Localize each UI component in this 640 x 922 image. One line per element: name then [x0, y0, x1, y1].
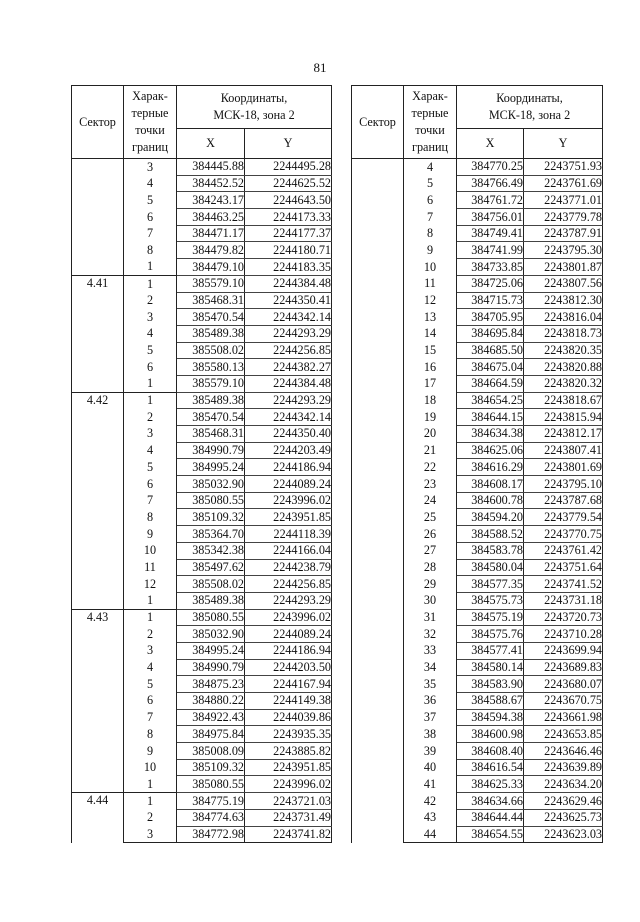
header-sector: Сектор [72, 86, 124, 159]
y-coordinate-cell: 2243812.30 [524, 292, 603, 309]
point-number-cell: 8 [124, 509, 177, 526]
x-coordinate-cell: 384577.41 [457, 642, 524, 659]
x-coordinate-cell: 384580.14 [457, 659, 524, 676]
point-number-cell: 32 [404, 626, 457, 643]
sector-cell: 4.43 [72, 609, 124, 793]
header-x: X [177, 129, 245, 159]
point-number-cell: 42 [404, 793, 457, 810]
x-coordinate-cell: 384580.04 [457, 559, 524, 576]
x-coordinate-cell: 384600.78 [457, 492, 524, 509]
x-coordinate-cell: 385080.55 [177, 776, 245, 793]
y-coordinate-cell: 2243639.89 [524, 759, 603, 776]
point-number-cell: 1 [124, 609, 177, 626]
point-number-cell: 9 [404, 242, 457, 259]
point-number-cell: 14 [404, 325, 457, 342]
header-sector: Сектор [352, 86, 404, 159]
point-number-cell: 6 [124, 693, 177, 710]
x-coordinate-cell: 385497.62 [177, 559, 245, 576]
x-coordinate-cell: 384577.35 [457, 576, 524, 593]
sector-cell: 4.41 [72, 275, 124, 392]
x-coordinate-cell: 384616.29 [457, 459, 524, 476]
x-coordinate-cell: 384705.95 [457, 309, 524, 326]
y-coordinate-cell: 2243653.85 [524, 726, 603, 743]
header-coordinates: Координаты, МСК-18, зона 2 [457, 86, 603, 129]
y-coordinate-cell: 2243807.56 [524, 275, 603, 292]
x-coordinate-cell: 385489.38 [177, 325, 245, 342]
x-coordinate-cell: 385109.32 [177, 759, 245, 776]
point-number-cell: 1 [124, 375, 177, 392]
point-number-cell: 29 [404, 576, 457, 593]
point-number-cell: 4 [124, 659, 177, 676]
x-coordinate-cell: 384654.55 [457, 826, 524, 843]
y-coordinate-cell: 2244384.48 [245, 375, 332, 392]
point-number-cell: 34 [404, 659, 457, 676]
y-coordinate-cell: 2243787.91 [524, 225, 603, 242]
table-row [72, 793, 332, 810]
x-coordinate-cell: 385489.38 [177, 392, 245, 409]
y-coordinate-cell: 2243670.75 [524, 693, 603, 710]
x-coordinate-cell: 384608.40 [457, 743, 524, 760]
x-coordinate-cell: 384685.50 [457, 342, 524, 359]
y-coordinate-cell: 2244186.94 [245, 459, 332, 476]
point-number-cell: 8 [404, 225, 457, 242]
point-number-cell: 3 [124, 826, 177, 843]
table-row [72, 275, 332, 292]
point-number-cell: 24 [404, 492, 457, 509]
x-coordinate-cell: 384625.06 [457, 442, 524, 459]
y-coordinate-cell: 2243996.02 [245, 492, 332, 509]
y-coordinate-cell: 2243951.85 [245, 759, 332, 776]
y-coordinate-cell: 2243818.67 [524, 392, 603, 409]
x-coordinate-cell: 385080.55 [177, 609, 245, 626]
x-coordinate-cell: 384880.22 [177, 693, 245, 710]
y-coordinate-cell: 2243935.35 [245, 726, 332, 743]
x-coordinate-cell: 384479.82 [177, 242, 245, 259]
x-coordinate-cell: 384575.19 [457, 609, 524, 626]
point-number-cell: 43 [404, 809, 457, 826]
point-number-cell: 36 [404, 693, 457, 710]
page-number: 81 [313, 60, 327, 75]
x-coordinate-cell: 384733.85 [457, 259, 524, 276]
table-body-right [352, 159, 603, 843]
x-coordinate-cell: 385489.38 [177, 592, 245, 609]
x-coordinate-cell: 384644.44 [457, 809, 524, 826]
x-coordinate-cell: 384741.99 [457, 242, 524, 259]
y-coordinate-cell: 2243770.75 [524, 526, 603, 543]
y-coordinate-cell: 2244256.85 [245, 342, 332, 359]
point-number-cell: 9 [124, 526, 177, 543]
point-number-cell: 2 [124, 409, 177, 426]
point-number-cell: 1 [124, 592, 177, 609]
x-coordinate-cell: 384594.38 [457, 709, 524, 726]
point-number-cell: 3 [124, 426, 177, 443]
table-row [72, 159, 332, 176]
point-number-cell: 11 [404, 275, 457, 292]
y-coordinate-cell: 2244203.49 [245, 442, 332, 459]
x-coordinate-cell: 384625.33 [457, 776, 524, 793]
y-coordinate-cell: 2243751.64 [524, 559, 603, 576]
x-coordinate-cell: 384588.52 [457, 526, 524, 543]
y-coordinate-cell: 2244350.40 [245, 426, 332, 443]
y-coordinate-cell: 2243625.73 [524, 809, 603, 826]
point-number-cell: 21 [404, 442, 457, 459]
table-row [72, 392, 332, 409]
point-number-cell: 1 [124, 392, 177, 409]
point-number-cell: 25 [404, 509, 457, 526]
x-coordinate-cell: 384990.79 [177, 659, 245, 676]
y-coordinate-cell: 2244625.52 [245, 175, 332, 192]
point-number-cell: 4 [124, 442, 177, 459]
point-number-cell: 8 [124, 726, 177, 743]
point-number-cell: 6 [124, 359, 177, 376]
point-number-cell: 12 [124, 576, 177, 593]
point-number-cell: 5 [124, 342, 177, 359]
point-number-cell: 10 [124, 542, 177, 559]
point-number-cell: 6 [404, 192, 457, 209]
header-y: Y [245, 129, 332, 159]
y-coordinate-cell: 2244118.39 [245, 526, 332, 543]
y-coordinate-cell: 2244186.94 [245, 642, 332, 659]
y-coordinate-cell: 2243795.30 [524, 242, 603, 259]
point-number-cell: 3 [124, 642, 177, 659]
x-coordinate-cell: 384995.24 [177, 459, 245, 476]
point-number-cell: 7 [404, 209, 457, 226]
y-coordinate-cell: 2243996.02 [245, 776, 332, 793]
sector-cell [352, 159, 404, 843]
y-coordinate-cell: 2244293.29 [245, 592, 332, 609]
table-row [352, 159, 603, 176]
y-coordinate-cell: 2244089.24 [245, 626, 332, 643]
point-number-cell: 4 [124, 325, 177, 342]
point-number-cell: 11 [124, 559, 177, 576]
header-x: X [457, 129, 524, 159]
y-coordinate-cell: 2243710.28 [524, 626, 603, 643]
point-number-cell: 30 [404, 592, 457, 609]
y-coordinate-cell: 2243720.73 [524, 609, 603, 626]
point-number-cell: 27 [404, 542, 457, 559]
point-number-cell: 35 [404, 676, 457, 693]
x-coordinate-cell: 384990.79 [177, 442, 245, 459]
x-coordinate-cell: 384654.25 [457, 392, 524, 409]
point-number-cell: 6 [124, 209, 177, 226]
y-coordinate-cell: 2243689.83 [524, 659, 603, 676]
x-coordinate-cell: 384583.78 [457, 542, 524, 559]
point-number-cell: 9 [124, 743, 177, 760]
x-coordinate-cell: 384774.63 [177, 809, 245, 826]
point-number-cell: 5 [124, 459, 177, 476]
x-coordinate-cell: 384445.88 [177, 159, 245, 176]
y-coordinate-cell: 2243634.20 [524, 776, 603, 793]
point-number-cell: 17 [404, 375, 457, 392]
y-coordinate-cell: 2243996.02 [245, 609, 332, 626]
y-coordinate-cell: 2243629.46 [524, 793, 603, 810]
y-coordinate-cell: 2244203.50 [245, 659, 332, 676]
table-row [72, 609, 332, 626]
x-coordinate-cell: 384664.59 [457, 375, 524, 392]
point-number-cell: 39 [404, 743, 457, 760]
y-coordinate-cell: 2243761.69 [524, 175, 603, 192]
y-coordinate-cell: 2243646.46 [524, 743, 603, 760]
x-coordinate-cell: 384594.20 [457, 509, 524, 526]
y-coordinate-cell: 2243771.01 [524, 192, 603, 209]
y-coordinate-cell: 2243741.82 [245, 826, 332, 843]
y-coordinate-cell: 2243721.03 [245, 793, 332, 810]
y-coordinate-cell: 2244166.04 [245, 542, 332, 559]
y-coordinate-cell: 2244382.27 [245, 359, 332, 376]
y-coordinate-cell: 2243731.18 [524, 592, 603, 609]
point-number-cell: 38 [404, 726, 457, 743]
point-number-cell: 4 [404, 159, 457, 176]
x-coordinate-cell: 384616.54 [457, 759, 524, 776]
x-coordinate-cell: 385468.31 [177, 426, 245, 443]
point-number-cell: 5 [404, 175, 457, 192]
point-number-cell: 2 [124, 809, 177, 826]
x-coordinate-cell: 384770.25 [457, 159, 524, 176]
x-coordinate-cell: 385342.38 [177, 542, 245, 559]
point-number-cell: 26 [404, 526, 457, 543]
y-coordinate-cell: 2244183.35 [245, 259, 332, 276]
y-coordinate-cell: 2243741.52 [524, 576, 603, 593]
point-number-cell: 4 [124, 175, 177, 192]
x-coordinate-cell: 384766.49 [457, 175, 524, 192]
point-number-cell: 3 [124, 309, 177, 326]
x-coordinate-cell: 384588.67 [457, 693, 524, 710]
point-number-cell: 40 [404, 759, 457, 776]
x-coordinate-cell: 385080.55 [177, 492, 245, 509]
point-number-cell: 1 [124, 275, 177, 292]
point-number-cell: 5 [124, 192, 177, 209]
y-coordinate-cell: 2244342.14 [245, 309, 332, 326]
y-coordinate-cell: 2243801.87 [524, 259, 603, 276]
y-coordinate-cell: 2244293.29 [245, 392, 332, 409]
sector-cell: 4.42 [72, 392, 124, 609]
point-number-cell: 31 [404, 609, 457, 626]
x-coordinate-cell: 384715.73 [457, 292, 524, 309]
point-number-cell: 7 [124, 709, 177, 726]
x-coordinate-cell: 384875.23 [177, 676, 245, 693]
x-coordinate-cell: 385032.90 [177, 626, 245, 643]
point-number-cell: 28 [404, 559, 457, 576]
x-coordinate-cell: 384583.90 [457, 676, 524, 693]
x-coordinate-cell: 385580.13 [177, 359, 245, 376]
y-coordinate-cell: 2243787.68 [524, 492, 603, 509]
x-coordinate-cell: 384600.98 [457, 726, 524, 743]
header-coordinates: Координаты, МСК-18, зона 2 [177, 86, 332, 129]
coordinates-table-left [71, 85, 332, 843]
y-coordinate-cell: 2243801.69 [524, 459, 603, 476]
x-coordinate-cell: 384575.76 [457, 626, 524, 643]
point-number-cell: 15 [404, 342, 457, 359]
header-boundary-points: Харак- терные точки границ [124, 86, 177, 159]
y-coordinate-cell: 2244149.38 [245, 693, 332, 710]
point-number-cell: 7 [124, 225, 177, 242]
y-coordinate-cell: 2243731.49 [245, 809, 332, 826]
y-coordinate-cell: 2243779.78 [524, 209, 603, 226]
point-number-cell: 22 [404, 459, 457, 476]
y-coordinate-cell: 2243795.10 [524, 476, 603, 493]
point-number-cell: 2 [124, 292, 177, 309]
y-coordinate-cell: 2244384.48 [245, 275, 332, 292]
y-coordinate-cell: 2243816.04 [524, 309, 603, 326]
sector-cell: 4.44 [72, 793, 124, 843]
y-coordinate-cell: 2243661.98 [524, 709, 603, 726]
y-coordinate-cell: 2243815.94 [524, 409, 603, 426]
x-coordinate-cell: 384608.17 [457, 476, 524, 493]
point-number-cell: 1 [124, 793, 177, 810]
point-number-cell: 20 [404, 426, 457, 443]
x-coordinate-cell: 385468.31 [177, 292, 245, 309]
header-y: Y [524, 129, 603, 159]
x-coordinate-cell: 384471.17 [177, 225, 245, 242]
point-number-cell: 5 [124, 676, 177, 693]
x-coordinate-cell: 384922.43 [177, 709, 245, 726]
x-coordinate-cell: 384675.04 [457, 359, 524, 376]
x-coordinate-cell: 385109.32 [177, 509, 245, 526]
point-number-cell: 10 [124, 759, 177, 776]
x-coordinate-cell: 384756.01 [457, 209, 524, 226]
x-coordinate-cell: 385470.54 [177, 309, 245, 326]
y-coordinate-cell: 2243812.17 [524, 426, 603, 443]
y-coordinate-cell: 2244177.37 [245, 225, 332, 242]
y-coordinate-cell: 2243699.94 [524, 642, 603, 659]
y-coordinate-cell: 2244180.71 [245, 242, 332, 259]
y-coordinate-cell: 2243885.82 [245, 743, 332, 760]
point-number-cell: 1 [124, 259, 177, 276]
x-coordinate-cell: 385032.90 [177, 476, 245, 493]
y-coordinate-cell: 2244350.41 [245, 292, 332, 309]
point-number-cell: 19 [404, 409, 457, 426]
x-coordinate-cell: 384975.84 [177, 726, 245, 743]
y-coordinate-cell: 2243623.03 [524, 826, 603, 843]
point-number-cell: 33 [404, 642, 457, 659]
point-number-cell: 37 [404, 709, 457, 726]
x-coordinate-cell: 384695.84 [457, 325, 524, 342]
x-coordinate-cell: 384575.73 [457, 592, 524, 609]
point-number-cell: 41 [404, 776, 457, 793]
y-coordinate-cell: 2243820.88 [524, 359, 603, 376]
x-coordinate-cell: 384772.98 [177, 826, 245, 843]
point-number-cell: 2 [124, 626, 177, 643]
x-coordinate-cell: 385470.54 [177, 409, 245, 426]
sector-cell [72, 159, 124, 276]
point-number-cell: 3 [124, 159, 177, 176]
y-coordinate-cell: 2244293.29 [245, 325, 332, 342]
point-number-cell: 10 [404, 259, 457, 276]
y-coordinate-cell: 2244039.86 [245, 709, 332, 726]
x-coordinate-cell: 384634.66 [457, 793, 524, 810]
y-coordinate-cell: 2243779.54 [524, 509, 603, 526]
y-coordinate-cell: 2243818.73 [524, 325, 603, 342]
x-coordinate-cell: 385508.02 [177, 342, 245, 359]
point-number-cell: 7 [124, 492, 177, 509]
x-coordinate-cell: 385364.70 [177, 526, 245, 543]
x-coordinate-cell: 385008.09 [177, 743, 245, 760]
y-coordinate-cell: 2243751.93 [524, 159, 603, 176]
table-body-left [72, 159, 332, 843]
x-coordinate-cell: 384479.10 [177, 259, 245, 276]
y-coordinate-cell: 2244495.28 [245, 159, 332, 176]
x-coordinate-cell: 384749.41 [457, 225, 524, 242]
point-number-cell: 18 [404, 392, 457, 409]
y-coordinate-cell: 2244643.50 [245, 192, 332, 209]
point-number-cell: 6 [124, 476, 177, 493]
y-coordinate-cell: 2243761.42 [524, 542, 603, 559]
x-coordinate-cell: 384775.19 [177, 793, 245, 810]
coordinates-table-right [351, 85, 603, 843]
y-coordinate-cell: 2243680.07 [524, 676, 603, 693]
y-coordinate-cell: 2243820.32 [524, 375, 603, 392]
x-coordinate-cell: 384243.17 [177, 192, 245, 209]
y-coordinate-cell: 2243951.85 [245, 509, 332, 526]
y-coordinate-cell: 2244167.94 [245, 676, 332, 693]
x-coordinate-cell: 384761.72 [457, 192, 524, 209]
point-number-cell: 1 [124, 776, 177, 793]
y-coordinate-cell: 2244256.85 [245, 576, 332, 593]
y-coordinate-cell: 2244089.24 [245, 476, 332, 493]
point-number-cell: 13 [404, 309, 457, 326]
x-coordinate-cell: 384463.25 [177, 209, 245, 226]
x-coordinate-cell: 384634.38 [457, 426, 524, 443]
point-number-cell: 8 [124, 242, 177, 259]
y-coordinate-cell: 2244342.14 [245, 409, 332, 426]
point-number-cell: 12 [404, 292, 457, 309]
x-coordinate-cell: 384452.52 [177, 175, 245, 192]
y-coordinate-cell: 2243807.41 [524, 442, 603, 459]
x-coordinate-cell: 385579.10 [177, 275, 245, 292]
point-number-cell: 16 [404, 359, 457, 376]
x-coordinate-cell: 384725.06 [457, 275, 524, 292]
x-coordinate-cell: 384995.24 [177, 642, 245, 659]
header-boundary-points: Харак- терные точки границ [404, 86, 457, 159]
x-coordinate-cell: 385579.10 [177, 375, 245, 392]
x-coordinate-cell: 384644.15 [457, 409, 524, 426]
point-number-cell: 44 [404, 826, 457, 843]
y-coordinate-cell: 2244238.79 [245, 559, 332, 576]
y-coordinate-cell: 2243820.35 [524, 342, 603, 359]
point-number-cell: 23 [404, 476, 457, 493]
x-coordinate-cell: 385508.02 [177, 576, 245, 593]
y-coordinate-cell: 2244173.33 [245, 209, 332, 226]
